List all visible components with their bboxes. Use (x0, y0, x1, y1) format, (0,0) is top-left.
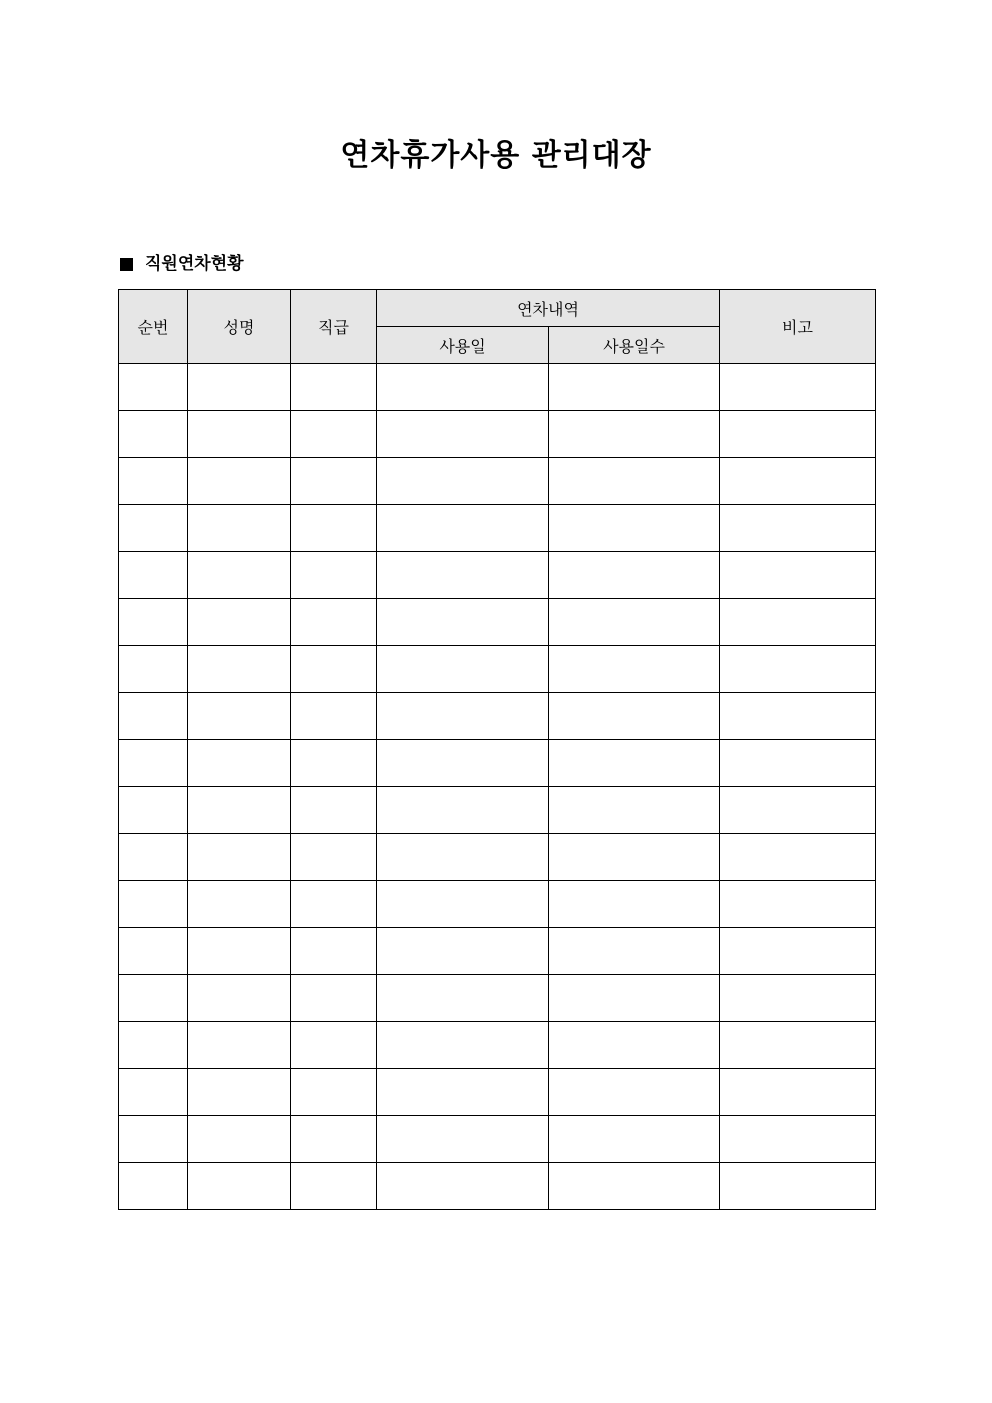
cell-name (188, 1116, 291, 1163)
cell-position (291, 1022, 377, 1069)
cell-remarks (720, 458, 876, 505)
cell-use-days (549, 881, 720, 928)
header-use-date: 사용일 (377, 327, 549, 364)
cell-name (188, 599, 291, 646)
cell-remarks (720, 552, 876, 599)
cell-use-date (377, 599, 549, 646)
cell-remarks (720, 364, 876, 411)
cell-use-days (549, 458, 720, 505)
cell-remarks (720, 928, 876, 975)
cell-use-date (377, 693, 549, 740)
cell-remarks (720, 881, 876, 928)
table-row (119, 928, 876, 975)
table-row (119, 505, 876, 552)
cell-no (119, 599, 188, 646)
cell-use-days (549, 364, 720, 411)
header-name: 성명 (188, 290, 291, 364)
cell-name (188, 834, 291, 881)
table-row (119, 881, 876, 928)
cell-position (291, 505, 377, 552)
cell-name (188, 458, 291, 505)
cell-position (291, 1116, 377, 1163)
cell-use-days (549, 787, 720, 834)
cell-use-days (549, 693, 720, 740)
table-row (119, 599, 876, 646)
cell-no (119, 1069, 188, 1116)
cell-position (291, 693, 377, 740)
cell-name (188, 505, 291, 552)
cell-name (188, 1163, 291, 1210)
cell-remarks (720, 646, 876, 693)
cell-name (188, 787, 291, 834)
cell-remarks (720, 1022, 876, 1069)
table-row (119, 458, 876, 505)
cell-position (291, 740, 377, 787)
table-row (119, 1116, 876, 1163)
cell-use-date (377, 834, 549, 881)
cell-position (291, 1069, 377, 1116)
cell-no (119, 505, 188, 552)
table-row (119, 693, 876, 740)
cell-name (188, 975, 291, 1022)
cell-name (188, 364, 291, 411)
table-header (119, 290, 876, 364)
cell-use-date (377, 1069, 549, 1116)
table-row (119, 975, 876, 1022)
cell-position (291, 881, 377, 928)
section-heading (119, 252, 244, 276)
table-row (119, 787, 876, 834)
cell-no (119, 1116, 188, 1163)
cell-use-days (549, 928, 720, 975)
cell-no (119, 787, 188, 834)
cell-name (188, 881, 291, 928)
cell-name (188, 411, 291, 458)
cell-name (188, 552, 291, 599)
cell-no (119, 881, 188, 928)
cell-use-days (549, 740, 720, 787)
cell-use-days (549, 1069, 720, 1116)
cell-use-date (377, 928, 549, 975)
table-row (119, 552, 876, 599)
cell-use-days (549, 834, 720, 881)
cell-use-days (549, 411, 720, 458)
cell-name (188, 928, 291, 975)
cell-use-date (377, 787, 549, 834)
cell-position (291, 1163, 377, 1210)
cell-position (291, 975, 377, 1022)
document-title: 연차휴가사용 관리대장 (340, 138, 652, 173)
cell-position (291, 834, 377, 881)
cell-use-date (377, 505, 549, 552)
cell-use-date (377, 364, 549, 411)
cell-use-date (377, 1116, 549, 1163)
cell-remarks (720, 740, 876, 787)
header-use-days: 사용일수 (549, 327, 720, 364)
cell-use-days (549, 552, 720, 599)
cell-remarks (720, 1163, 876, 1210)
cell-remarks (720, 693, 876, 740)
cell-no (119, 975, 188, 1022)
table-row (119, 834, 876, 881)
table-row (119, 646, 876, 693)
cell-no (119, 552, 188, 599)
section-heading-label: 직원연차현황 (145, 254, 244, 274)
cell-position (291, 411, 377, 458)
cell-use-date (377, 1163, 549, 1210)
cell-name (188, 646, 291, 693)
table-row (119, 411, 876, 458)
table-row (119, 1069, 876, 1116)
cell-name (188, 740, 291, 787)
cell-use-days (549, 599, 720, 646)
cell-remarks (720, 975, 876, 1022)
cell-position (291, 552, 377, 599)
cell-remarks (720, 599, 876, 646)
cell-use-days (549, 1163, 720, 1210)
cell-no (119, 1163, 188, 1210)
table-row (119, 740, 876, 787)
cell-no (119, 364, 188, 411)
cell-remarks (720, 505, 876, 552)
cell-no (119, 693, 188, 740)
cell-name (188, 693, 291, 740)
cell-name (188, 1022, 291, 1069)
cell-use-date (377, 740, 549, 787)
cell-use-date (377, 881, 549, 928)
cell-use-date (377, 646, 549, 693)
cell-no (119, 834, 188, 881)
cell-remarks (720, 1069, 876, 1116)
cell-use-days (549, 646, 720, 693)
cell-use-days (549, 1116, 720, 1163)
cell-no (119, 646, 188, 693)
cell-position (291, 787, 377, 834)
cell-remarks (720, 411, 876, 458)
table-body (119, 364, 876, 1210)
header-no: 순번 (119, 290, 188, 364)
cell-use-days (549, 505, 720, 552)
cell-remarks (720, 834, 876, 881)
cell-use-date (377, 975, 549, 1022)
cell-no (119, 928, 188, 975)
cell-remarks (720, 1116, 876, 1163)
cell-no (119, 1022, 188, 1069)
header-leave-details: 연차내역 (377, 290, 720, 327)
leave-ledger-table (118, 289, 876, 1210)
cell-use-days (549, 1022, 720, 1069)
cell-no (119, 411, 188, 458)
cell-use-date (377, 1022, 549, 1069)
cell-position (291, 599, 377, 646)
cell-use-date (377, 411, 549, 458)
cell-use-date (377, 552, 549, 599)
cell-use-date (377, 458, 549, 505)
header-position: 직급 (291, 290, 377, 364)
square-bullet-icon (120, 258, 133, 271)
cell-no (119, 458, 188, 505)
table-row (119, 1022, 876, 1069)
cell-position (291, 646, 377, 693)
cell-remarks (720, 787, 876, 834)
cell-use-days (549, 975, 720, 1022)
table-row (119, 1163, 876, 1210)
table-row (119, 364, 876, 411)
cell-no (119, 740, 188, 787)
cell-position (291, 458, 377, 505)
header-remarks: 비고 (720, 290, 876, 364)
cell-position (291, 364, 377, 411)
cell-position (291, 928, 377, 975)
cell-name (188, 1069, 291, 1116)
